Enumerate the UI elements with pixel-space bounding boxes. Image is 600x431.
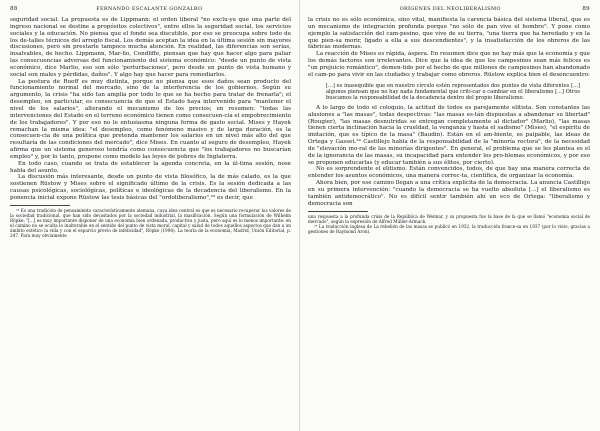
block-quote: [...] es inasequible que en nuestro círculo estén representados dos puntos de vista diferentes [...] algunos piensan que no hay nada fundamental que criti-car o cambiar en el liberalismo [...] Otros buscamos la responsabilidad de la decadencia dentro del propio liberalismo. [326, 82, 580, 101]
footnote-continuation: una respuesta a la profunda crisis de la República de Weimar, y su propuesta fue la base de la que se llamó "economía social de mercado", según la expresión de Alfred Müller-Armack. [308, 213, 590, 224]
page-number: 89 [582, 6, 590, 12]
left-footnotes [10, 208, 291, 238]
page-number: 88 [10, 6, 18, 12]
paragraph: En todo caso, cuando se trata de establecer la agenda concreta, en la úl-tima sesión, nose habla del asunto. [10, 160, 291, 174]
footnote: ²³ Es una tradición de pensamiento característicamente alemana, cuya idea central es que es necesario recuperar los valores de la sociedad tradicional, que han sido devastados por la sociedad industrial, la masificación. Según una formulación de Wilhelm Röpke: "[...] es muy importante disponer de una economía bien ordenada, productiva y justa, pero aquí es lo menos importante: en el camino no se oculta lo inalterable en el sentido del punto de vista moral, capital y salud de todos aquellos aspectos que dan a un ámbito estético la vida y con el esparcio previo de infelicidad", Röpke (1998). La teoría de la economía, Madrid, Unión Editorial, p. 247. Para muy obviamente [10, 207, 291, 238]
paragraph: seguridad social. La propuesta es de Lippmann: el orden liberal "no exclu-ye que una parte del ingreso nacional se destine a propósitos colectivos", entre ellos la seguridad social, los servicios sociales y la educación. No piensa que el fondo sea discutible, por eso se preocupa sobre todo de los de-talles técnicos del arreglo fiscal. Los demás aceptan la idea en la última sesión sin mayores discusiones, pero sin prestarle tampoco mucha atención. En realidad, las diferencias son serias, insalvables, de hecho. Lippmann, Mar-lio, Condliffe, piensan que hay que hacer algo para paliar las consecuencias adversas del funcionamiento del sistema económico: "desde un punto de vista económico, dice Marlio, eso son sólo 'perturbaciones', pero desde un punto de vista humano y social son males y pérdidas, daños". Y algo hay que hacer para remediarlos. [10, 17, 291, 78]
right-page [300, 0, 600, 431]
paragraph: Ahora bien, por ese camino llegan a una crítica explícita de la democracia. La anuncia Castillejo en su primera intervención: "cuando la democracia se ha vuelto absoluta [...] el liberalismo es también antidemocrático". No es difícil sentir también ahí un eco de Ortega: "liberalismo y democracia son [308, 180, 590, 207]
running-head: ORÍGENES DEL NEOLIBERALISMO [399, 6, 501, 12]
right-page-body-continued [308, 105, 590, 208]
paragraph: A lo largo de todo el coloquio, la actitud de todos es parejamente elitista. Son constantes las alusiones a "las masas", todas despectivas: "las masas es-tán dispuestas a abandonar su libertad" (Rougier), "las masas desnutridas se entregan completamente al dictador" (Marlio), "las masas tienen cierta inclinación hacia la crueldad, la venganza y hasta el sadismo" (Mises), "el espíritu de imitación, que es típico de la masa" (Baudin). Están en el am-biente, es palpable, las ideas de Ortega y Gasset.²⁴ Castillejo habla de la responsabilidad de la "minoría rectora", de la necesidad de "elevación mo-ral de las minorías dirigentes". En general, el problema que se les plantea es el de la ignorancia de las masas, su incapacidad para entender los pro-blemas económicos, y por eso se proponen educarlas (y educar también a sus élites, por cierto). [308, 104, 590, 166]
paragraph: La reacción de Mises es rápida, áspera. En resumen dice que no hay más que la economía y que los demás factores son irrelevantes. Dice que la idea de que los campesinos sean más felices es "un prejuicio romántico", demen-tido por el hecho de que millones de campesinos han abandonado el cam-po para vivir en las ciudades y trabajar como obreros. Rüstow explica bien el desencuentro: [308, 51, 590, 78]
right-page-body [308, 17, 590, 79]
paragraph: la crisis no es sólo económica, sino vital, manifiesta la carencia básica del sistema liberal, que es un mecanismo de integración profunda porque "no sólo de pan vive el hombre". Y pone como ejemplo la satisfacción del cam-pesino, que vive de su tierra, "una tierra que ha heredado y en la que pien-sa morir, ligado a ella a sus descendientes", y la insatisfacción de los obreros de las fábricas modernas. [308, 17, 590, 51]
left-page-header [10, 6, 291, 13]
right-footnotes [308, 214, 590, 234]
footnote: ²⁴ La traducción inglesa de La rebelión de las masas se publicó en 1932, la traducción france-sa en 1937 (por lo visto, gracias a gestiones de Raymond Aron). [308, 223, 590, 234]
paragraph: No es sorprendente el elitismo. Están convencidos, todos, de que hay una manera correcta de entender los asuntos económicos, una manera correc-ta, científica, de organizar la economía. [308, 166, 590, 180]
left-page-body [10, 17, 291, 202]
footnote-divider [308, 211, 368, 212]
running-head: FERNANDO ESCALANTE GONZALBO [96, 6, 203, 12]
paragraph: La postura de Rueff es muy distinta, porque no piensa que esos daños sean producto del funcionamiento normal del mercado, sino de la interferencia de los gobiernos. Según su argumento, la crisis "ha sido tan amplia por todo lo que se ha hecho para tratar de frenarla"; el desempleo, en particular, es consecuencia de que el Estado haya intervenido para "mantener el nivel de los salarios", alterando el mecanismo de los precios; en resumen: "todas las intervenciones del Estado en el terreno económico tienen como consecuen-cia el empobrecimiento de los trabajadores". Y por eso no le entusiasma ninguna forma de gasto social. Mises y Hayek remachan la misma idea: "el desempleo, como fenómeno masivo y de larga duración, es la consecuen-cia de una política que pretenda mantener los salarios en un nivel más alto del que resultaría de las condiciones del mercado", dice Mises. En cuanto al seguro de desempleo, Hayek afirma que un sistema generoso tendría como consecuencia que "los trabajadores no buscarían empleo" y, por lo tanto, propone como modelo las leyes de pobres de Inglaterra. [10, 78, 291, 160]
paragraph: La discusión más interesante, desde un punto de vista filosófico, la de más calado, es la que sostienen Rüstow y Mises sobre el significado último de la crisis. Es la sesión dedicada a las causas psicológicas, sociológicas, políticas e ideológicas de la decadencia del liberalismo. En la ponencia inicial expone Rüstow las tesis básicas del "ordoliberalismo",²³ es decir, que [10, 174, 291, 201]
footnote-divider [10, 205, 70, 206]
right-page-header [308, 6, 590, 13]
